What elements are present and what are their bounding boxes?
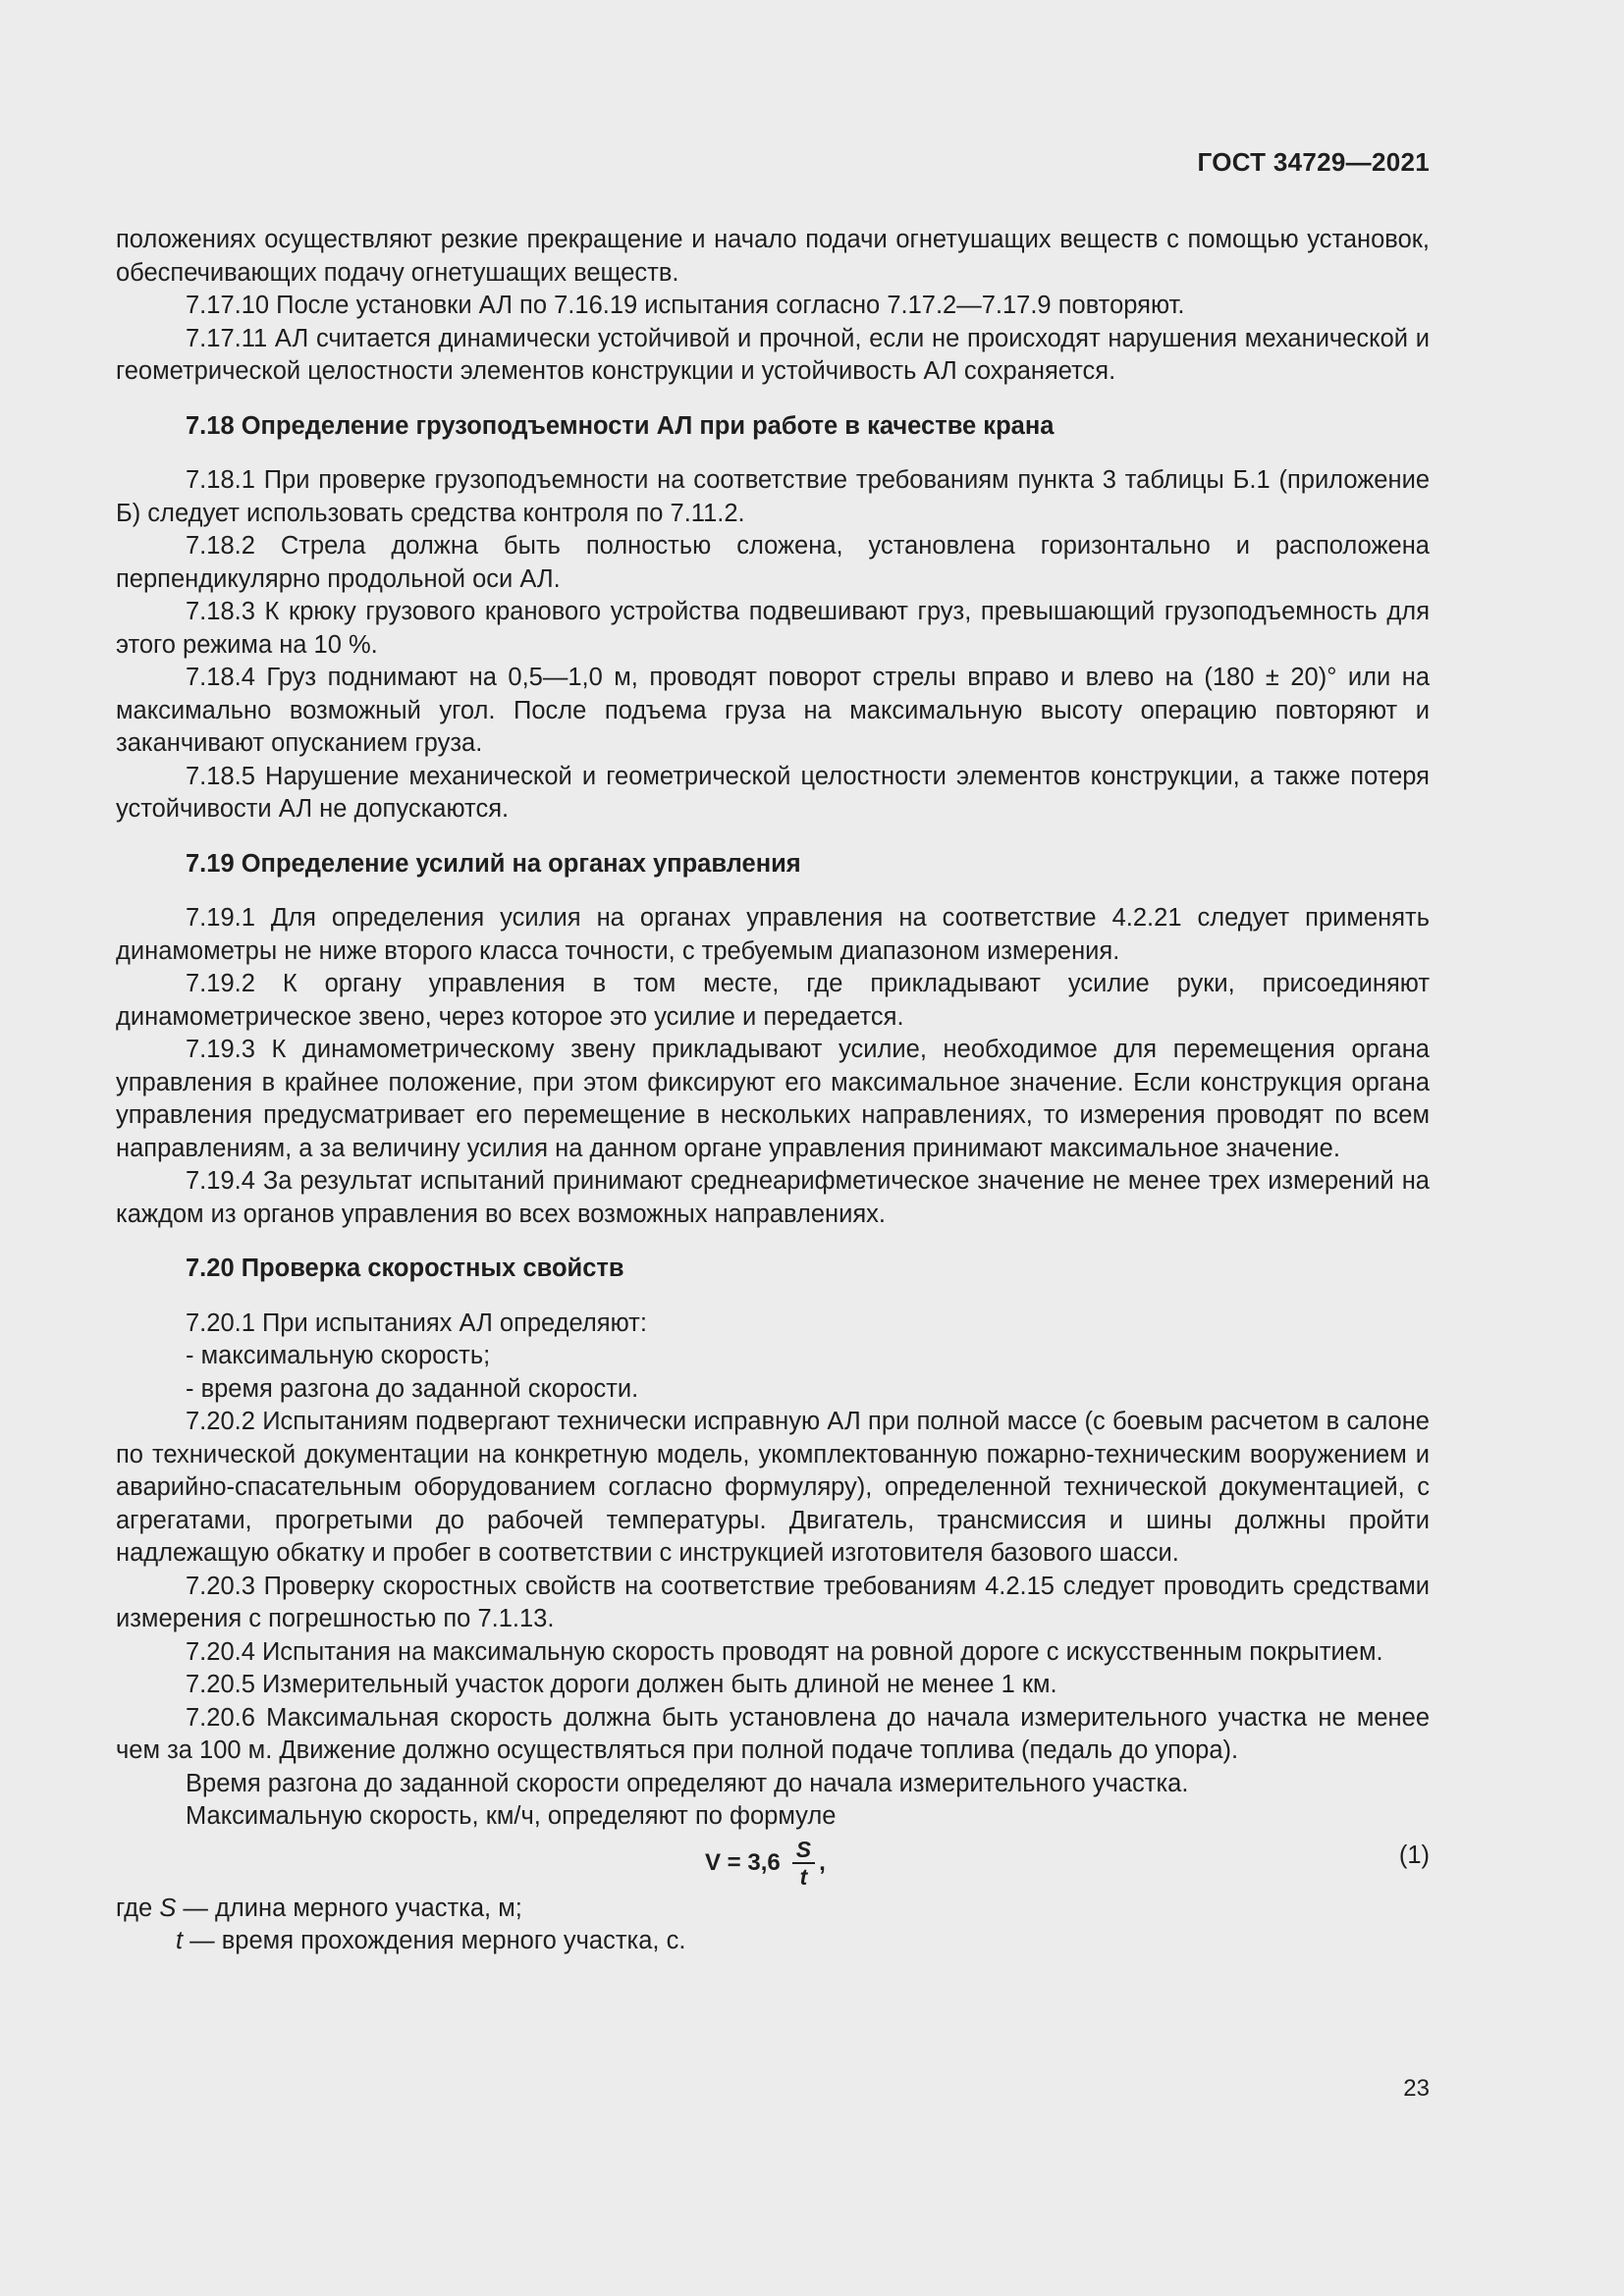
section-heading-7-19: 7.19 Определение усилий на органах управления bbox=[186, 849, 801, 878]
formula-legend bbox=[116, 1893, 1430, 1958]
formula-fraction bbox=[792, 1838, 815, 1889]
paragraph-7-19-2: 7.19.2 К органу управления в том месте, где прикладывают усилие руки, присоединяют динамометрическое звено, через которое это усилие и передается. bbox=[116, 970, 1430, 1031]
equation-number: (1) bbox=[1398, 1841, 1430, 1869]
formula bbox=[705, 1838, 826, 1889]
formula-numerator: S bbox=[792, 1838, 815, 1864]
formula-row bbox=[116, 1834, 1430, 1893]
legend-definition: — длина мерного участка, м; bbox=[176, 1894, 522, 1922]
paragraph-7-20-4: 7.20.4 Испытания на максимальную скорость проводят на ровной дороге с искусственным покрытием. bbox=[186, 1637, 1383, 1666]
paragraph: Максимальную скорость, км/ч, определяют по формуле bbox=[186, 1802, 837, 1830]
formula-lhs: V = 3,6 bbox=[705, 1848, 781, 1876]
legend-prefix: где bbox=[116, 1894, 153, 1922]
paragraph-7-18-5: 7.18.5 Нарушение механической и геометрической целостности элементов конструкции, а также потеря устойчивости АЛ не допускаются. bbox=[116, 762, 1430, 823]
paragraph: Время разгона до заданной скорости определяют до начала измерительного участка. bbox=[186, 1769, 1189, 1797]
paragraph-7-20-2: 7.20.2 Испытаниям подвергают технически исправную АЛ при полной массе (с боевым расчетом в салоне по технической документации на конкретную модель, укомплектованную пожарно-техническим вооружением и аварийно-спасательным оборудованием согласно формуляру), определенной технической документацией, с агрегатами, прогретыми до рабочей температуры. Двигатель, трансмиссия и шины должны пройти надлежащую обкатку и пробег в соответствии с инструкцией изготовителя базового шасси. bbox=[116, 1408, 1430, 1567]
document-header: ГОСТ 34729—2021 bbox=[1197, 147, 1430, 177]
document-page bbox=[116, 0, 1430, 2296]
legend-symbol: t bbox=[176, 1927, 184, 1954]
legend-symbol: S bbox=[159, 1894, 177, 1922]
paragraph-7-19-3: 7.19.3 К динамометрическому звену прикладывают усилие, необходимое для перемещения органа управления в крайнее положение, при этом фиксируют его максимальное значение. Если конструкция органа управления предусматривает его перемещение в нескольких направлениях, то измерения проводят по всем направлениям, а за величину усилия на данном органе управления принимают максимальное значение. bbox=[116, 1036, 1430, 1162]
paragraph-7-18-2: 7.18.2 Стрела должна быть полностью сложена, установлена горизонтально и расположена перпендикулярно продольной оси АЛ. bbox=[116, 532, 1430, 593]
list-item: - время разгона до заданной скорости. bbox=[186, 1374, 639, 1403]
formula-denominator: t bbox=[799, 1863, 808, 1890]
page-number: 23 bbox=[1403, 2075, 1430, 2102]
list-item: - максимальную скорость; bbox=[186, 1342, 491, 1369]
paragraph-7-19-4: 7.19.4 За результат испытаний принимают среднеарифметическое значение не менее трех измерений на каждом из органов управления во всех возможных направлениях. bbox=[116, 1167, 1430, 1228]
legend-line bbox=[116, 1925, 1430, 1958]
paragraph-7-18-3: 7.18.3 К крюку грузового кранового устройства подвешивают груз, превышающий грузоподъемность для этого режима на 10 %. bbox=[116, 598, 1430, 659]
legend-line bbox=[116, 1893, 1430, 1926]
paragraph-7-20-5: 7.20.5 Измерительный участок дороги должен быть длиной не менее 1 км. bbox=[186, 1671, 1057, 1698]
paragraph-7-17-11: 7.17.11 АЛ считается динамически устойчивой и прочной, если не происходят нарушения механической и геометрической целостности элементов конструкции и устойчивость АЛ сохраняется. bbox=[116, 324, 1430, 385]
paragraph: положениях осуществляют резкие прекращение и начало подачи огнетушащих веществ с помощью установок, обеспечивающих подачу огнетушащих веществ. bbox=[116, 226, 1430, 287]
paragraph-7-20-6: 7.20.6 Максимальная скорость должна быть установлена до начала измерительного участка не менее чем за 100 м. Движение должно осуществляться при полной подаче топлива (педаль до упора). bbox=[116, 1703, 1430, 1764]
paragraph-7-20-3: 7.20.3 Проверку скоростных свойств на соответствие требованиям 4.2.15 следует проводить средствами измерения с погрешностью по 7.1.13. bbox=[116, 1572, 1430, 1632]
paragraph-7-20-1: 7.20.1 При испытаниях АЛ определяют: bbox=[186, 1308, 647, 1337]
section-heading-7-18: 7.18 Определение грузоподъемности АЛ при работе в качестве крана bbox=[186, 411, 1055, 440]
document-body bbox=[116, 224, 1430, 1958]
paragraph-7-19-1: 7.19.1 Для определения усилия на органах управления на соответствие 4.2.21 следует применять динамометры не ниже второго класса точности, с требуемым диапазоном измерения. bbox=[116, 904, 1430, 965]
paragraph-7-17-10: 7.17.10 После установки АЛ по 7.16.19 испытания согласно 7.17.2—7.17.9 повторяют. bbox=[186, 292, 1185, 319]
section-heading-7-20: 7.20 Проверка скоростных свойств bbox=[186, 1255, 624, 1282]
formula-tail: , bbox=[819, 1848, 826, 1876]
paragraph-7-18-4: 7.18.4 Груз поднимают на 0,5—1,0 м, проводят поворот стрелы вправо и влево на (180 ± 20)° или на максимально возможный угол. После подъема груза на максимальную высоту операцию повторяют и заканчивают опусканием груза. bbox=[116, 664, 1430, 757]
paragraph-7-18-1: 7.18.1 При проверке грузоподъемности на соответствие требованиям пункта 3 таблицы Б.1 (приложение Б) следует использовать средства контроля по 7.11.2. bbox=[116, 466, 1430, 527]
legend-definition: — время прохождения мерного участка, с. bbox=[183, 1927, 686, 1954]
